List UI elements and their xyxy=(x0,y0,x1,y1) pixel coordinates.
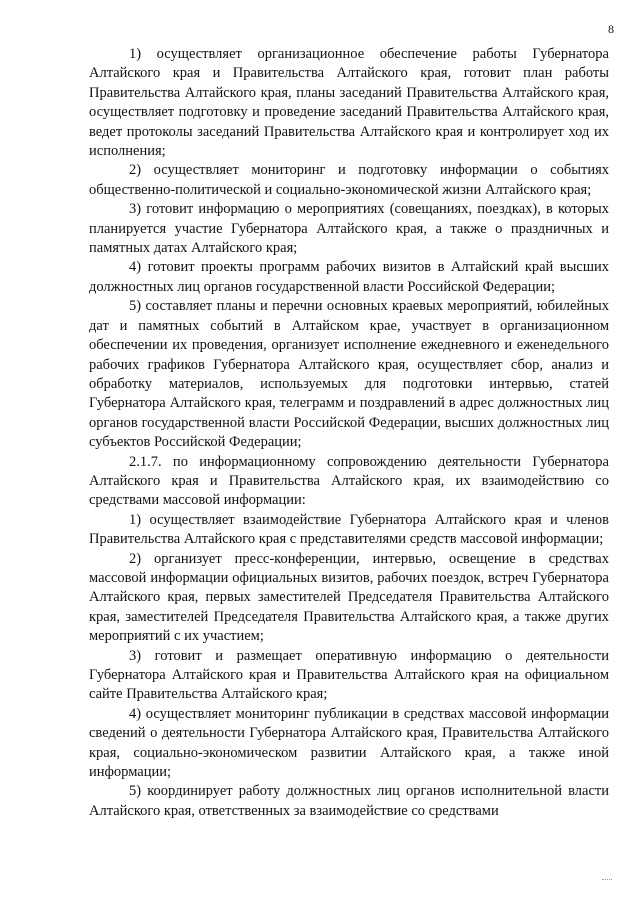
paragraph-media-5-coordination: 5) координирует работу должностных лиц органов исполнительной власти Алтайского края, ответственных за взаимодействие со средствами xyxy=(89,783,609,819)
paragraph-1-organizational-support: 1) осуществляет организационное обеспечение работы Губернатора Алтайского края и Правительства Алтайского края, готовит план работы Правительства Алтайского края, планы заседаний Правительства Алтайского края, осуществляет подготовку и проведение заседаний Правительства Алтайского края, ведет протоколы заседаний Правительства Алтайского края и контролирует ход их исполнения; xyxy=(89,46,609,160)
section-heading-2-1-7: 2.1.7. по информационному сопровождению деятельности Губернатора Алтайского края и Правительства Алтайского края, их взаимодействию со средствами массовой информации: xyxy=(89,453,609,509)
page-number: 8 xyxy=(608,22,614,36)
paragraph-3-events-information: 3) готовит информацию о мероприятиях (совещаниях, поездках), в которых планируется участие Губернатора Алтайского края, а также о праздничных и памятных датах Алтайского края; xyxy=(89,201,609,257)
paragraph-4-visit-programs: 4) готовит проекты программ рабочих визитов в Алтайский край высших должностных лиц органов государственной власти Российской Федерации; xyxy=(89,259,609,295)
paragraph-media-1-interaction: 1) осуществляет взаимодействие Губернатора Алтайского края и членов Правительства Алтайского края с представителями средств массовой информации; xyxy=(89,511,609,548)
scan-artifact-mark xyxy=(602,879,612,883)
paragraph-2-monitoring: 2) осуществляет мониторинг и подготовку информации о событиях общественно-политической и социально-экономической жизни Алтайского края; xyxy=(89,162,609,198)
paragraph-media-3-website-information: 3) готовит и размещает оперативную информацию о деятельности Губернатора Алтайского края и Правительства Алтайского края на официальном сайте Правительства Алтайского края; xyxy=(89,647,609,703)
paragraph-media-4-publication-monitoring: 4) осуществляет мониторинг публикации в средствах массовой информации сведений о деятельности Губернатора Алтайского края, Правительства Алтайского края, социально-экономическом развитии Алтайского края, а также иной информации; xyxy=(89,705,609,781)
paragraph-5-plans-and-schedules: 5) составляет планы и перечни основных краевых мероприятий, юбилейных дат и памятных событий в Алтайском крае, участвует в организационном обеспечении их проведения, организует исполнение ежедневного и еженедельного рабочих графиков Губернатора Алтайского края, осуществляет сбор, анализ и обработку материалов, используемых для подготовки интервью, статей Губернатора Алтайского края, телеграмм и поздравлений в адрес должностных лиц органов государственной власти Российской Федерации, высших должностных лиц субъектов Российской Федерации; xyxy=(89,298,609,451)
document-body xyxy=(89,45,609,821)
paragraph-media-2-press-conferences: 2) организует пресс-конференции, интервью, освещение в средствах массовой информации официальных визитов, рабочих поездок, встреч Губернатора Алтайского края, первых заместителей Председателя Правительства Алтайского края, заместителей Председателя Правительства Алтайского края, а также других мероприятий с их участием; xyxy=(89,550,609,645)
